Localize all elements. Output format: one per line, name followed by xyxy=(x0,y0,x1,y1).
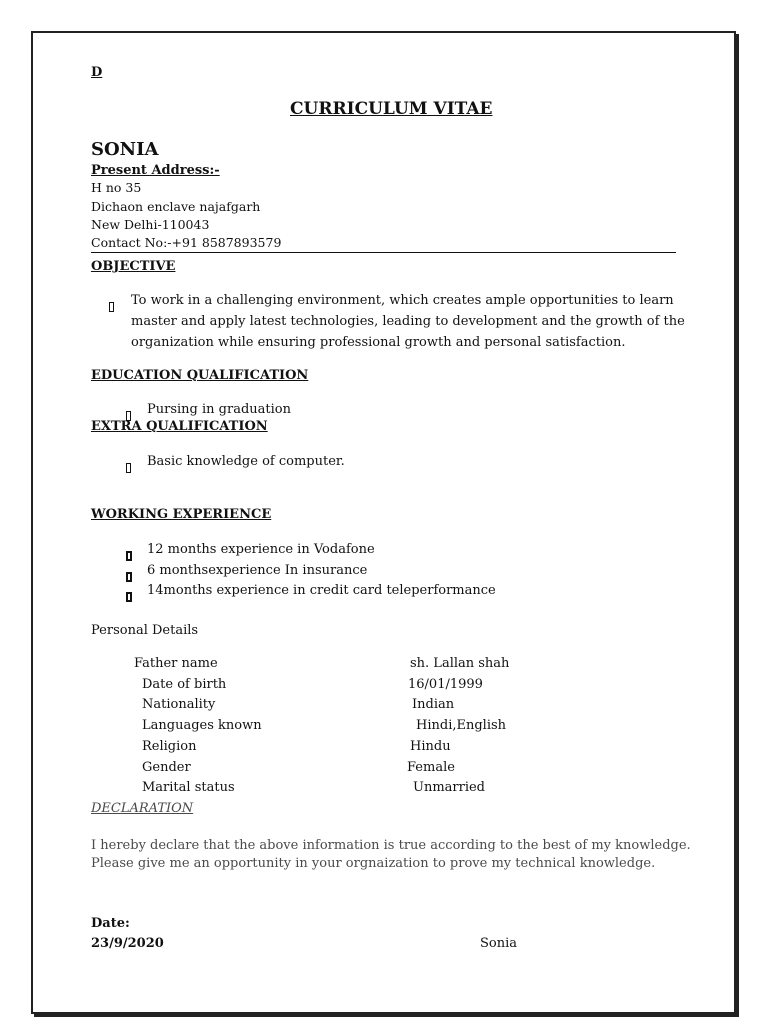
bullet-icon xyxy=(126,457,145,476)
objective-line-3: organization while ensuring professional growth and personal satisfaction. xyxy=(131,335,626,350)
father-name-value: sh. Lallan shah xyxy=(410,656,510,671)
page-marker: D xyxy=(91,65,103,80)
education-heading: EDUCATION QUALIFICATION xyxy=(91,368,309,383)
person-name: SONIA xyxy=(91,139,159,160)
bullet-icon xyxy=(126,566,146,585)
nationality-label: Nationality xyxy=(142,697,216,712)
objective-line-2: master and apply latest technologies, leading to development and the growth of the xyxy=(131,314,685,329)
objective-heading: OBJECTIVE xyxy=(91,259,176,274)
dob-label: Date of birth xyxy=(142,677,227,692)
declaration-heading: DECLARATION xyxy=(91,801,194,816)
signature-name: Sonia xyxy=(480,936,518,951)
languages-value: Hindi,English xyxy=(416,718,507,733)
bullet-icon xyxy=(109,296,128,315)
document-title: CURRICULUM VITAE xyxy=(290,99,493,119)
gender-value: Female xyxy=(407,760,455,775)
address-line-2: Dichaon enclave najafgarh xyxy=(91,199,261,214)
religion-label: Religion xyxy=(142,739,197,754)
date-label: Date: xyxy=(91,916,130,931)
dob-value: 16/01/1999 xyxy=(408,677,483,692)
education-item: Pursing in graduation xyxy=(147,402,291,417)
objective-line-1: To work in a challenging environment, which creates ample opportunities to learn xyxy=(131,293,674,308)
address-line-1: H no 35 xyxy=(91,180,142,195)
gender-label: Gender xyxy=(142,760,191,775)
nationality-value: Indian xyxy=(412,697,455,712)
extra-qualification-heading: EXTRA QUALIFICATION xyxy=(91,419,268,434)
address-heading: Present Address:- xyxy=(91,163,220,178)
languages-label: Languages known xyxy=(142,718,262,733)
header-divider xyxy=(91,252,676,253)
bullet-icon xyxy=(126,586,146,605)
marital-status-label: Marital status xyxy=(142,780,235,795)
contact-number: Contact No:-+91 8587893579 xyxy=(91,235,282,250)
experience-item: 14months experience in credit card teleperformance xyxy=(147,583,496,598)
marital-status-value: Unmarried xyxy=(413,780,486,795)
address-line-3: New Delhi-110043 xyxy=(91,217,210,232)
father-name-label: Father name xyxy=(134,656,218,671)
experience-item: 12 months experience in Vodafone xyxy=(147,542,375,557)
bullet-icon xyxy=(126,545,146,564)
personal-details-heading: Personal Details xyxy=(91,623,199,638)
experience-item: 6 monthsexperience In insurance xyxy=(147,563,368,578)
declaration-line-2: Please give me an opportunity in your orgnaization to prove my technical knowledge. xyxy=(91,856,656,871)
date-value: 23/9/2020 xyxy=(91,936,164,951)
experience-heading: WORKING EXPERIENCE xyxy=(91,507,272,522)
extra-qualification-item: Basic knowledge of computer. xyxy=(147,454,345,469)
religion-value: Hindu xyxy=(410,739,451,754)
declaration-line-1: I hereby declare that the above information is true according to the best of my knowledge. xyxy=(91,838,691,853)
